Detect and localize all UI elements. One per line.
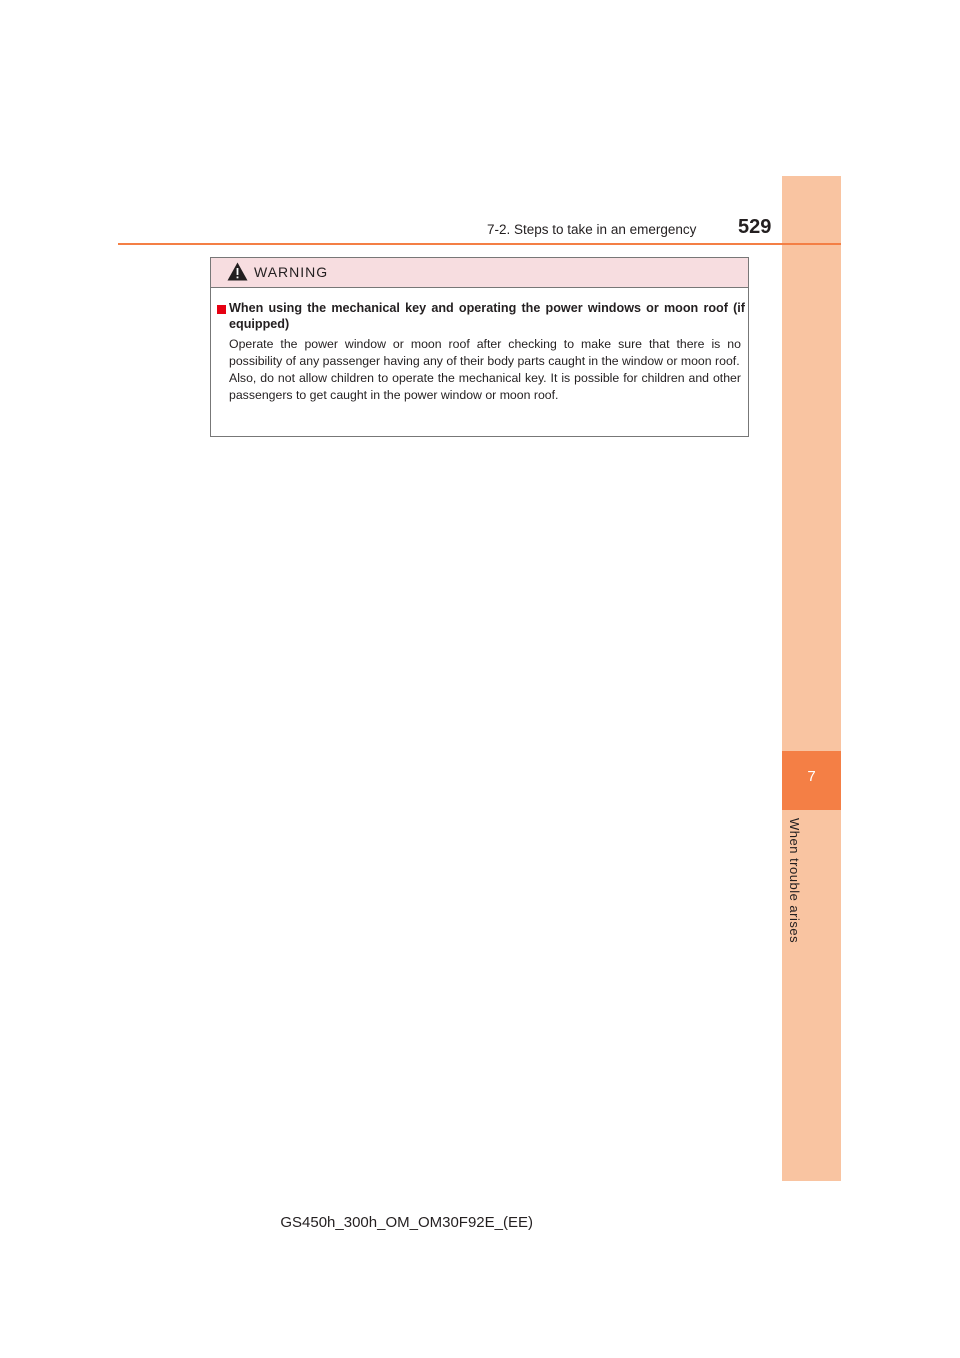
warning-item-heading: When using the mechanical key and operating the power windows or moon roof (if equipped) — [229, 301, 745, 331]
warning-label: WARNING — [254, 264, 329, 280]
warning-box — [210, 257, 749, 437]
document-code: GS450h_300h_OM_OM30F92E_(EE) — [280, 1214, 533, 1231]
page-number: 529 — [738, 216, 772, 238]
square-bullet-icon — [217, 305, 226, 314]
warning-header — [211, 258, 748, 288]
chapter-side-tab — [782, 176, 841, 1181]
chapter-title: When trouble arises — [787, 818, 802, 944]
warning-triangle-icon — [227, 262, 248, 281]
warning-paragraph: Operate the power window or moon roof after checking to make sure that there is no possibility of any passenger having any of their body parts caught in the window or moon roof. — [229, 337, 741, 368]
running-head: 7-2. Steps to take in an emergency — [487, 222, 697, 237]
chapter-number: 7 — [807, 768, 816, 785]
warning-item-text — [229, 336, 741, 404]
warning-paragraph: Also, do not allow children to operate the mechanical key. It is possible for children and other passengers to get caught in the power window or moon roof. — [229, 371, 741, 402]
header-rule — [118, 243, 841, 245]
